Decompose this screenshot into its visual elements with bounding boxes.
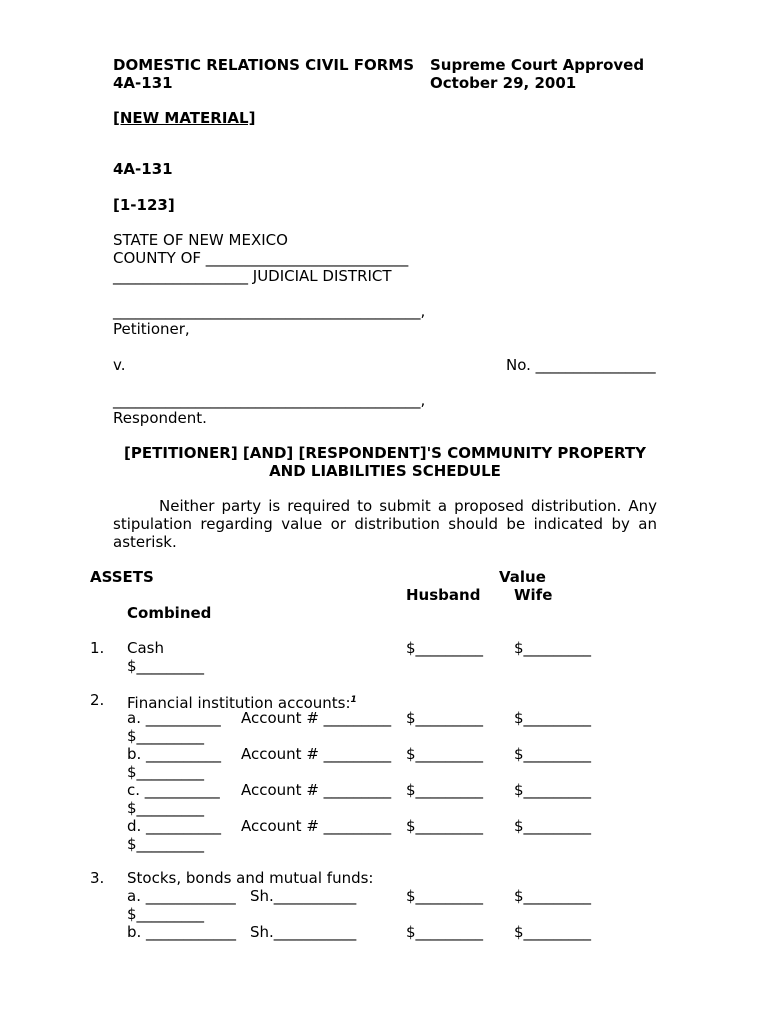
item-label: Stocks, bonds and mutual funds:	[127, 869, 374, 887]
account-number-field: Account # _________	[241, 709, 392, 727]
form-number: 4A-131	[113, 160, 173, 178]
item-number: 1.	[90, 639, 105, 657]
combined-column-header: Combined	[127, 604, 212, 622]
wife-value-field: $_________	[514, 745, 592, 763]
item-label-text: Financial institution accounts:	[127, 694, 351, 712]
respondent-label: Respondent.	[113, 409, 207, 427]
header-date: October 29, 2001	[430, 74, 577, 92]
wife-value-field: $_________	[514, 781, 592, 799]
new-material-label: [NEW MATERIAL]	[113, 109, 256, 127]
account-number-field: Account # _________	[241, 781, 392, 799]
husband-value-field: $_________	[406, 923, 484, 941]
husband-value-field: $_________	[406, 817, 484, 835]
account-row-prefix: c. __________	[127, 781, 220, 799]
security-row-prefix: a. ____________	[127, 887, 236, 905]
shares-field: Sh.___________	[250, 887, 357, 905]
document-title-line2: AND LIABILITIES SCHEDULE	[269, 462, 501, 480]
respondent-name-line: _________________________________________,	[113, 391, 426, 409]
account-row-prefix: b. __________	[127, 745, 222, 763]
husband-value-field: $_________	[406, 887, 484, 905]
security-row-prefix: b. ____________	[127, 923, 237, 941]
header-approval: Supreme Court Approved	[430, 56, 645, 74]
versus-label: v.	[113, 356, 126, 374]
account-row-prefix: a. __________	[127, 709, 221, 727]
husband-value-field: $_________	[406, 745, 484, 763]
combined-value-field: $_________	[127, 727, 205, 745]
instructions-paragraph: Neither party is required to submit a proposed distribution. Any stipulation regarding value or distribution should be indicated by an asterisk.	[113, 497, 657, 551]
wife-value-field: $_________	[514, 887, 592, 905]
caption-state: STATE OF NEW MEXICO	[113, 231, 288, 249]
item-label: Cash	[127, 639, 164, 657]
wife-column-header: Wife	[514, 586, 553, 604]
assets-heading: ASSETS	[90, 568, 154, 586]
account-number-field: Account # _________	[241, 817, 392, 835]
value-header: Value	[499, 568, 546, 586]
shares-field: Sh.___________	[250, 923, 357, 941]
header-form-id: 4A-131	[113, 74, 173, 92]
husband-value-field: $_________	[406, 639, 484, 657]
wife-value-field: $_________	[514, 923, 592, 941]
combined-value-field: $_________	[127, 905, 205, 923]
husband-column-header: Husband	[406, 586, 481, 604]
petitioner-name-line: _________________________________________,	[113, 302, 426, 320]
document-title-line1: [PETITIONER] [AND] [RESPONDENT]'S COMMUNITY PROPERTY	[124, 444, 646, 462]
case-number-field: No. ________________	[506, 356, 656, 374]
combined-value-field: $_________	[127, 763, 205, 781]
account-row-prefix: d. __________	[127, 817, 222, 835]
petitioner-label: Petitioner,	[113, 320, 190, 338]
husband-value-field: $_________	[406, 781, 484, 799]
husband-value-field: $_________	[406, 709, 484, 727]
combined-value-field: $_________	[127, 835, 205, 853]
combined-value-field: $_________	[127, 657, 205, 675]
wife-value-field: $_________	[514, 639, 592, 657]
wife-value-field: $_________	[514, 817, 592, 835]
account-number-field: Account # _________	[241, 745, 392, 763]
form-history: [1-123]	[113, 196, 175, 214]
item-number: 2.	[90, 691, 105, 709]
caption-district: __________________ JUDICIAL DISTRICT	[113, 267, 392, 285]
caption-county: COUNTY OF ___________________________	[113, 249, 409, 267]
wife-value-field: $_________	[514, 709, 592, 727]
header-form-series: DOMESTIC RELATIONS CIVIL FORMS	[113, 56, 415, 74]
item-number: 3.	[90, 869, 105, 887]
footnote-marker: 1	[350, 695, 357, 705]
combined-value-field: $_________	[127, 799, 205, 817]
